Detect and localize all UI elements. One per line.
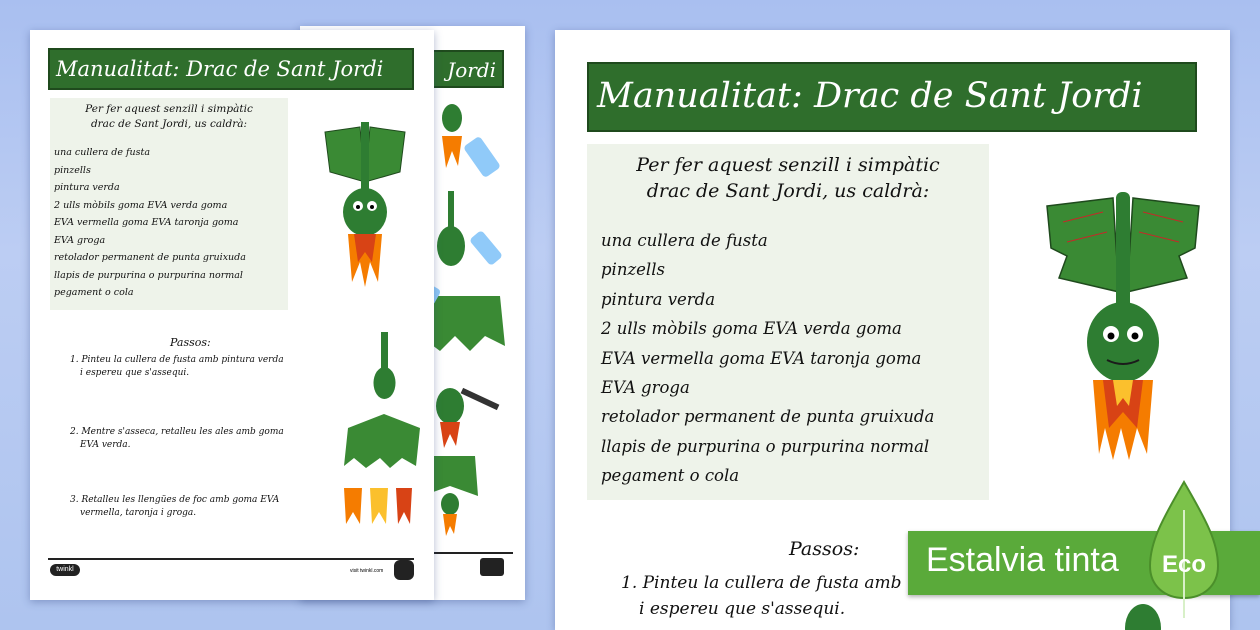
right-step-1 [621, 570, 902, 622]
eco-label: Estalvia tinta [926, 541, 1119, 579]
front-left-sheet [30, 30, 434, 600]
left-footer-badge [394, 560, 414, 580]
right-step-1-line-2: i espereu que s'assequi. [639, 599, 846, 619]
yellow-flame-image [370, 488, 388, 524]
right-material-item: 2 ulls mòbils goma EVA verda goma [601, 319, 902, 339]
right-intro [587, 152, 989, 204]
eco-badge-text: Eco [1161, 551, 1207, 578]
back-sheet-title-text: Jordi [447, 58, 496, 82]
right-material-item: pintura verda [601, 289, 716, 309]
glue-bottle-icon [469, 230, 503, 266]
glue-bottle-icon [463, 136, 501, 179]
left-intro-line-1: Per fer aquest senzill i simpàtic [85, 103, 253, 115]
right-intro-line-1: Per fer aquest senzill i simpàtic [636, 154, 940, 176]
right-material-item: retolador permanent de punta gruixuda [601, 407, 935, 427]
right-material-item: pinzells [601, 260, 665, 280]
left-step-1-line-1: 1. Pinteu la cullera de fusta amb pintura verda [70, 355, 284, 365]
spoon-handle-image [448, 191, 454, 231]
spoon-handle-image [381, 332, 388, 370]
left-material-item: llapis de purpurina o purpurina normal [54, 269, 243, 281]
flame-image [443, 514, 457, 536]
back-footer-logo [480, 558, 504, 576]
left-step-images [340, 328, 430, 528]
left-sheet-title [48, 48, 414, 90]
right-material-item: llapis de purpurina o purpurina normal [601, 436, 930, 456]
spoon-image [442, 104, 462, 132]
left-steps-heading: Passos: [170, 336, 211, 349]
flame-image [440, 422, 460, 448]
left-intro [50, 102, 288, 132]
left-materials-list [50, 144, 288, 302]
left-material-item: pintura verda [54, 182, 120, 193]
left-step-1-line-2: i espereu que s'assequi. [80, 368, 190, 378]
right-step-1-line-1: 1. Pinteu la cullera de fusta amb [621, 573, 902, 593]
left-footer-line [48, 558, 414, 560]
right-material-item: EVA vermella goma EVA taronja goma [601, 348, 922, 368]
right-material-item: pegament o cola [601, 466, 740, 486]
spoon-bowl-image [374, 367, 396, 399]
left-material-item: 2 ulls mòbils goma EVA verda goma [54, 199, 228, 211]
left-material-item: una cullera de fusta [54, 147, 150, 158]
left-material-item: pinzells [54, 164, 91, 176]
left-step-2-line-1: 2. Mentre s'asseca, retalleu les ales amb goma [70, 427, 284, 437]
orange-flame-image [344, 488, 362, 524]
left-dragon-image [320, 122, 410, 292]
marker-icon [461, 388, 500, 410]
dragon-head-image [441, 493, 459, 515]
right-material-item: una cullera de fusta [601, 231, 768, 250]
right-sheet-title-text: Manualitat: Drac de Sant Jordi [597, 76, 1143, 116]
left-step-3 [70, 494, 279, 520]
right-steps-heading: Passos: [789, 538, 860, 560]
left-material-item: EVA groga [54, 234, 106, 246]
right-intro-line-2: drac de Sant Jordi, us caldrà: [646, 180, 930, 202]
left-step-2-line-2: EVA verda. [80, 440, 131, 450]
right-dragon-image [1043, 192, 1203, 462]
left-material-item: retolador permanent de punta gruixuda [54, 252, 246, 263]
right-materials-box [587, 144, 989, 500]
red-flame-image [396, 488, 412, 524]
left-step-2 [70, 426, 284, 452]
left-step-3-line-1: 3. Retalleu les llengües de foc amb goma EVA [70, 495, 280, 505]
left-sheet-title-text: Manualitat: Drac de Sant Jordi [56, 57, 384, 81]
right-sheet-title [587, 62, 1197, 132]
eco-leaf-icon [1148, 480, 1220, 620]
left-material-item: EVA vermella goma EVA taronja goma [54, 217, 239, 228]
left-step-3-line-2: vermella, taronja i groga. [80, 508, 197, 518]
spoon-bowl-image [437, 226, 465, 266]
left-intro-line-2: drac de Sant Jordi, us caldrà: [90, 118, 248, 130]
wings-image [344, 414, 420, 468]
left-materials-box [50, 98, 288, 310]
flame-image [442, 136, 462, 168]
dragon-head-image [436, 388, 464, 424]
twinkl-logo: twinkl [50, 564, 80, 576]
left-material-item: pegament o cola [54, 287, 134, 298]
right-materials-list [587, 226, 989, 491]
right-material-item: EVA groga [601, 378, 690, 398]
left-footer-url: visit twinkl.com [350, 568, 384, 574]
left-step-1 [70, 354, 284, 380]
